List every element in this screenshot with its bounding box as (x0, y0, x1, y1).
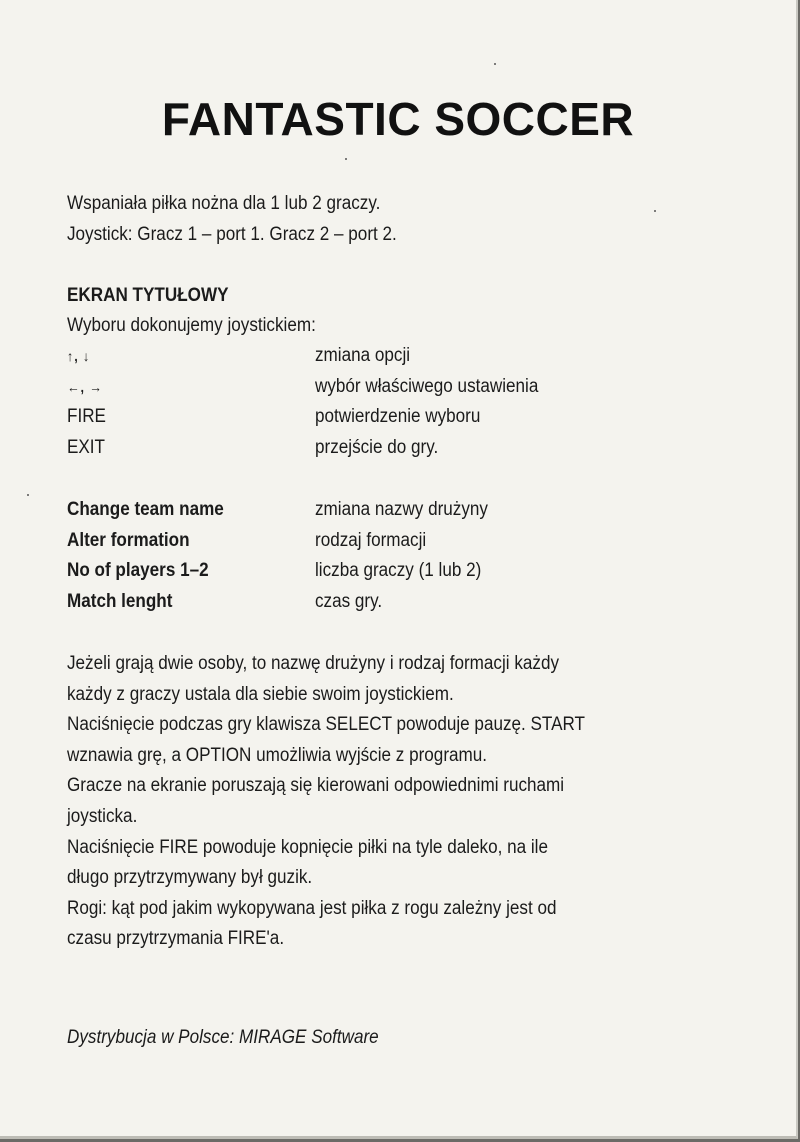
section-subheading: Wyboru dokonujemy joystickiem: (67, 315, 316, 336)
option-name: Change team name (67, 499, 224, 520)
body-line: długo przytrzymywany był guzik. (67, 867, 313, 889)
option-name: Match lenght (67, 591, 173, 613)
control-row (67, 341, 707, 372)
option-row (67, 587, 707, 618)
option-row (67, 495, 707, 526)
intro-text (67, 188, 397, 250)
control-key: FIRE (67, 406, 106, 428)
paper-speck (345, 158, 347, 160)
option-description: rodzaj formacji (315, 529, 427, 551)
paper-speck (494, 63, 496, 65)
body-line: Jeżeli grają dwie osoby, to nazwę drużyny i rodzaj formacji każdy (67, 653, 560, 674)
option-name: Alter formation (67, 529, 190, 551)
body-line: Rogi: kąt pod jakim wykopywana jest piłka z rogu zależny jest od (67, 897, 557, 919)
title-screen-section (67, 281, 707, 464)
paper-speck (654, 210, 656, 212)
paper-speck (27, 494, 29, 496)
control-row (67, 372, 707, 403)
intro-line: Joystick: Gracz 1 – port 1. Gracz 2 – port 2. (67, 224, 397, 245)
body-line: joysticka. (67, 805, 138, 827)
control-row (67, 433, 707, 464)
body-line: wznawia grę, a OPTION umożliwia wyjście z programu. (67, 744, 488, 766)
control-description: potwierdzenie wyboru (315, 406, 481, 428)
options-list (67, 495, 707, 618)
body-line: Naciśnięcie podczas gry klawisza SELECT powoduje pauzę. START (67, 714, 586, 736)
option-description: liczba graczy (1 lub 2) (315, 560, 482, 582)
control-description: wybór właściwego ustawienia (315, 375, 539, 397)
control-key: EXIT (67, 437, 106, 459)
intro-line: Wspaniała piłka nożna dla 1 lub 2 graczy. (67, 193, 381, 214)
option-description: czas gry. (315, 591, 383, 613)
option-row (67, 556, 707, 587)
body-line: Gracze na ekranie poruszają się kierowani odpowiednimi ruchami (67, 775, 565, 797)
body-line: czasu przytrzymania FIRE'a. (67, 928, 285, 950)
distribution-footer: Dystrybucja w Polsce: MIRAGE Software (67, 1027, 379, 1048)
page-title: FANTASTIC SOCCER (161, 93, 635, 145)
body-line: Naciśnięcie FIRE powoduje kopnięcie piłki na tyle daleko, na ile (67, 836, 548, 858)
option-description: zmiana nazwy drużyny (315, 499, 488, 520)
up-down-arrows-icon: ↑, ↓ (67, 348, 91, 364)
body-line: każdy z graczy ustala dla siebie swoim joystickiem. (67, 683, 454, 705)
gameplay-description (67, 649, 697, 955)
control-description: zmiana opcji (315, 345, 411, 366)
option-row (67, 526, 707, 557)
left-right-arrows-icon: ←, → (67, 378, 103, 395)
section-heading: EKRAN TYTUŁOWY (67, 285, 229, 306)
control-description: przejście do gry. (315, 437, 439, 459)
option-name: No of players 1–2 (67, 560, 209, 582)
control-row (67, 402, 707, 433)
